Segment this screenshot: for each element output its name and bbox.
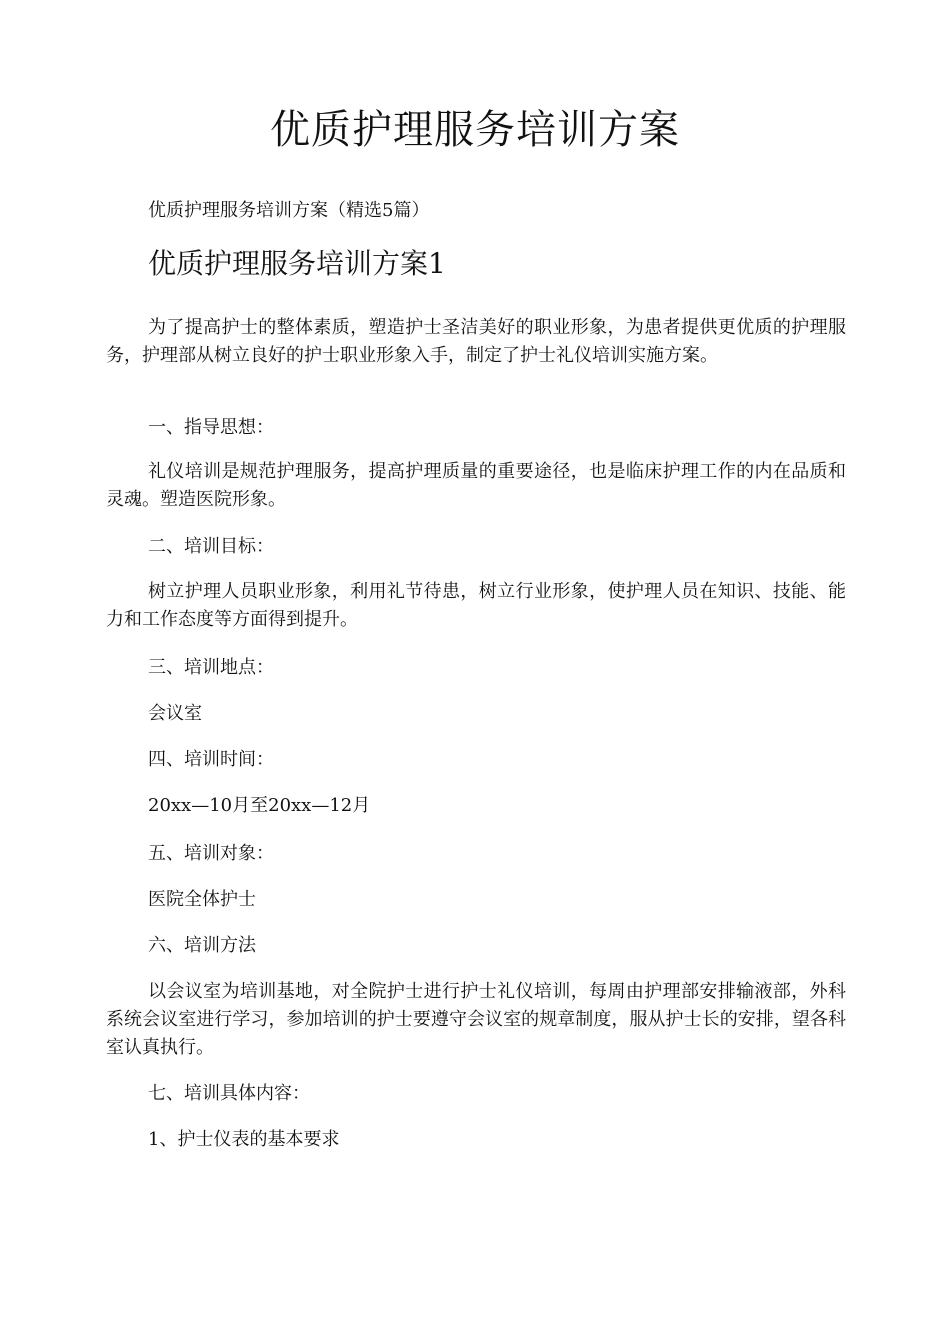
guiding-heading: 一、指导思想： <box>148 417 274 438</box>
method-paragraph: 以会议室为培训基地，对全院护士进行护士礼仪培训，每周由护理部安排输液部，外科系统会议室进行学习，参加培训的护士要遵守会议室的规章制度，服从护士长的安排，望各科室认真执行。 <box>106 981 846 1058</box>
document-title: 优质护理服务培训方案 <box>270 107 680 153</box>
time-text: 20xx—10月至20xx—12月 <box>148 795 371 816</box>
document-subtitle: 优质护理服务培训方案（精选5篇） <box>148 200 430 221</box>
goal-heading: 二、培训目标： <box>148 536 274 557</box>
content-heading: 七、培训具体内容： <box>148 1083 310 1104</box>
method-heading: 六、培训方法 <box>148 935 256 956</box>
time-heading: 四、培训时间： <box>148 749 274 770</box>
content-item-1: 1、护士仪表的基本要求 <box>148 1129 340 1150</box>
target-heading: 五、培训对象： <box>148 843 274 864</box>
guiding-paragraph: 礼仪培训是规范护理服务，提高护理质量的重要途径，也是临床护理工作的内在品质和灵魂。塑造医院形象。 <box>106 461 846 510</box>
section-heading: 优质护理服务培训方案1 <box>148 247 446 280</box>
goal-paragraph: 树立护理人员职业形象，利用礼节待患，树立行业形象，使护理人员在知识、技能、能力和工作态度等方面得到提升。 <box>106 581 846 630</box>
location-heading: 三、培训地点： <box>148 657 274 678</box>
location-text: 会议室 <box>148 703 202 724</box>
intro-paragraph: 为了提高护士的整体素质，塑造护士圣洁美好的职业形象，为患者提供更优质的护理服务，护理部从树立良好的护士职业形象入手，制定了护士礼仪培训实施方案。 <box>106 317 846 366</box>
target-text: 医院全体护士 <box>148 889 256 910</box>
